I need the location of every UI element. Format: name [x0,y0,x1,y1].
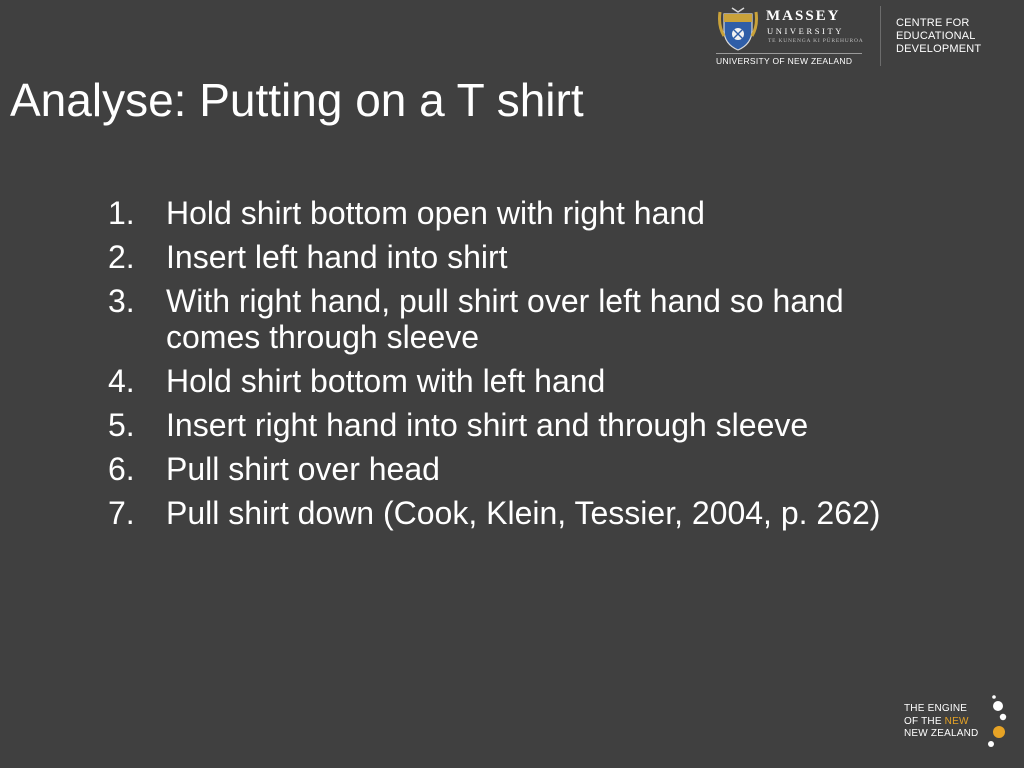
logo-country-line: UNIVERSITY OF NEW ZEALAND [716,56,853,66]
logo-maori-tagline: TE KUNENGA KI PŪREHUROA [768,38,864,44]
list-item-text: Insert left hand into shirt [166,239,508,275]
engine-dots-icon [984,693,1020,753]
list-item-number: 2. [108,239,135,275]
list-item [100,283,900,355]
tagline-line2-prefix: OF THE [904,715,945,727]
header-divider [880,6,881,66]
tagline-new-highlight: NEW [944,715,969,727]
list-item-number: 3. [108,283,135,319]
logo-massey-text: MASSEY [766,8,841,24]
slide-title: Analyse: Putting on a T shirt [10,74,584,126]
list-item-number: 6. [108,451,135,487]
list-item [100,239,900,275]
list-item-number: 7. [108,495,135,531]
list-item-text: Insert right hand into shirt and through sleeve [166,407,809,443]
logo-university-text: UNIVERSITY [767,26,844,36]
steps-list [100,195,900,539]
logo-divider [716,53,862,54]
list-item [100,451,900,487]
centre-name-line3: DEVELOPMENT [896,43,982,55]
list-item [100,407,900,443]
list-item [100,495,900,531]
centre-name [896,17,981,56]
list-item [100,195,900,231]
list-item-text: Hold shirt bottom open with right hand [166,195,705,231]
massey-crest-icon [718,6,758,52]
list-item-number: 5. [108,407,135,443]
tagline-line1: THE ENGINE [904,703,968,714]
list-item-text: Hold shirt bottom with left hand [166,363,606,399]
massey-logo [714,4,864,68]
list-item-text: With right hand, pull shirt over left hand so hand comes through sleeve [166,283,844,355]
engine-tagline [904,703,1020,759]
centre-name-line2: EDUCATIONAL [896,30,976,42]
centre-name-line1: CENTRE FOR [896,17,970,29]
list-item [100,363,900,399]
list-item-text: Pull shirt down (Cook, Klein, Tessier, 2004, p. 262) [166,495,881,531]
list-item-text: Pull shirt over head [166,451,440,487]
tagline-line2 [904,716,978,729]
list-item-number: 1. [108,195,135,231]
list-item-number: 4. [108,363,135,399]
tagline-line3: NEW ZEALAND [904,728,979,739]
